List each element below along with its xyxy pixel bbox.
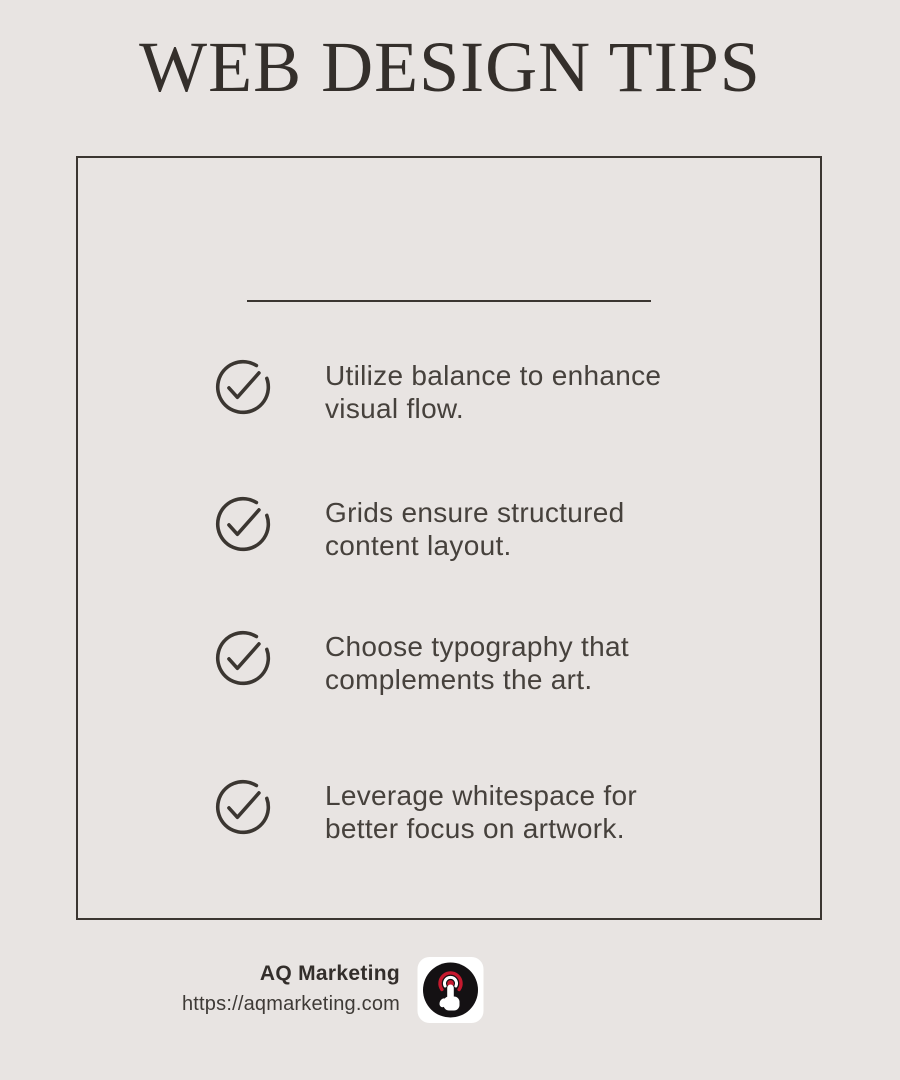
check-circle-icon: [213, 357, 273, 417]
list-item: [213, 777, 793, 845]
website-url: https://aqmarketing.com: [181, 993, 400, 1015]
divider-line: [247, 300, 651, 302]
tip-line: Grids ensure structured: [325, 497, 625, 528]
tip-line: Utilize balance to enhance: [325, 360, 662, 391]
tip-line: Leverage whitespace for: [325, 780, 637, 811]
tip-text: [325, 628, 629, 696]
tip-text: [325, 357, 661, 425]
tap-click-logo-icon: [417, 957, 484, 1023]
list-item: [213, 357, 793, 425]
page-title: WEB DESIGN TIPS: [139, 27, 761, 107]
check-circle-icon: [213, 628, 273, 688]
tips-frame: [76, 156, 822, 920]
tips-list: [213, 357, 793, 845]
tip-line: visual flow.: [325, 393, 464, 424]
check-circle-icon: [213, 494, 273, 554]
list-item: [213, 494, 793, 562]
tip-line: content layout.: [325, 530, 512, 561]
tip-line: Choose typography that: [325, 631, 629, 662]
tip-line: complements the art.: [325, 664, 593, 695]
brand-name: AQ Marketing: [259, 962, 400, 985]
tip-text: [325, 777, 637, 845]
list-item: [213, 628, 793, 696]
check-circle-icon: [213, 777, 273, 837]
tip-line: better focus on artwork.: [325, 813, 625, 844]
footer: [182, 961, 400, 1016]
tip-text: [325, 494, 624, 562]
